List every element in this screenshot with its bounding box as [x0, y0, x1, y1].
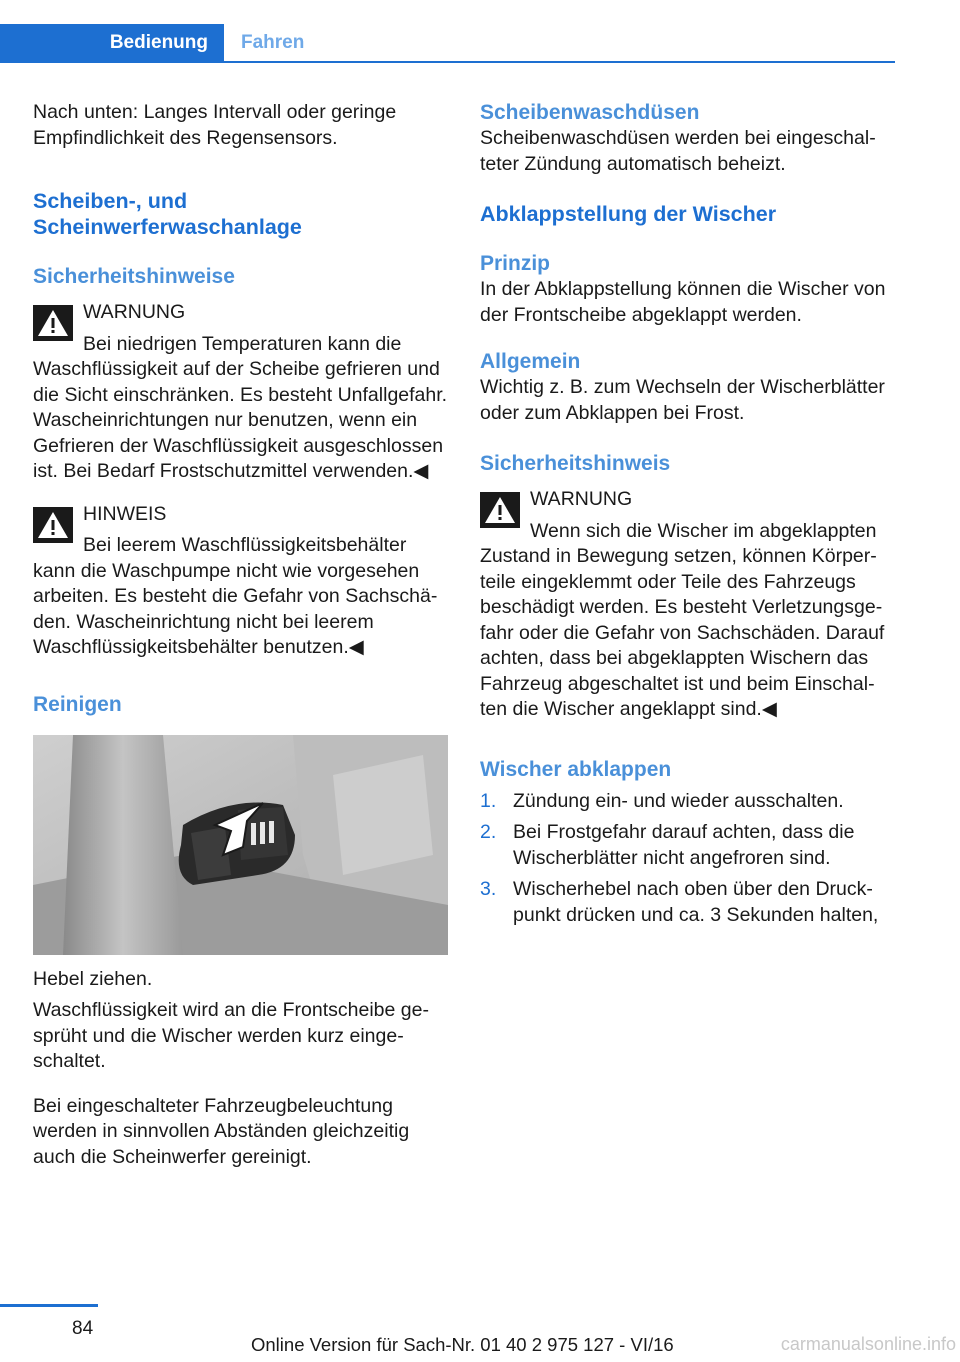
list-item [480, 820, 895, 871]
warning-text: Waschflüssigkeit auf der Scheibe gefrieren und die Sicht einschränken. Es besteht Unfallgefahr. Wascheinrichtungen nur benutzen, wenn ein Gefrieren der Waschflüssigkeit ausgeschlossen ist. Bei Bedarf Frostschutzmittel verwenden.◀ [33, 358, 448, 482]
heading-safety-notes: Sicherheitshinweise [33, 265, 235, 288]
notice-text: kann die Waschpumpe nicht wie vorgesehen arbeiten. Es besteht die Gefahr von Sachschäden. Wascheinrichtung nicht bei leerem Waschflüssigkeitsbehälter benutzen.◀ [33, 559, 438, 658]
list-item [480, 877, 895, 928]
nozzles-text: Scheibenwaschdüsen werden bei eingeschalteter Zündung automatisch beheizt. [480, 127, 876, 175]
watermark[interactable]: carmanualsonline.info [780, 1334, 956, 1354]
header-divider [0, 61, 895, 63]
warning-block-right [480, 487, 895, 723]
clean-step: Hebel ziehen. [33, 967, 153, 990]
heading-principle: Prinzip [480, 252, 551, 275]
right-column [480, 100, 895, 928]
left-column [33, 100, 448, 1170]
heading-nozzles: Scheibenwaschdüsen [480, 101, 700, 124]
heading-fold-wipers: Wischer abklappen [480, 757, 672, 781]
step-text: Bei Frostgefahr darauf achten, dass die Wischerblätter nicht angefroren sind. [513, 821, 855, 869]
clean-text-1: Waschflüssigkeit wird an die Frontscheibe gesprüht und die Wischer werden kurz eingeschaltet. [33, 999, 429, 1072]
step-text: Zündung ein- und wieder ausschalten. [513, 789, 844, 812]
notice-label: HINWEIS [83, 502, 167, 525]
clean-text-2: Bei eingeschalteter Fahrzeugbeleuchtung werden in sinnvollen Abständen gleichzeitig auch die Scheinwerfer gereinigt. [33, 1094, 410, 1168]
warning-label: WARNUNG [530, 488, 633, 510]
notice-block [33, 502, 448, 661]
step-number: 1. [480, 789, 497, 812]
heading-wash-system: Scheiben-, und Scheinwerferwaschanlage [33, 189, 302, 239]
step-number: 2. [480, 821, 497, 843]
tab-bedienung[interactable]: Bedienung [0, 24, 224, 62]
heading-fold-position: Abklappstellung der Wischer [480, 202, 777, 226]
warning-triangle-icon [33, 305, 73, 341]
warning-block [33, 300, 448, 485]
warning-text-first: Wenn sich die Wischer im abgeklappten [530, 519, 877, 542]
principle-text: In der Abklappstellung können die Wischer von der Frontscheibe abgeklappt werden. [480, 278, 886, 326]
steps-list [480, 789, 895, 929]
warning-label: WARNUNG [83, 301, 186, 323]
step-text: Wischerhebel nach oben über den Druckpunkt drücken und ca. 3 Sekunden halten, [513, 878, 879, 926]
notice-text-first: Bei leerem Waschflüssigkeitsbehälter [83, 534, 407, 556]
heading-general: Allgemein [480, 350, 581, 373]
notice-triangle-icon [33, 507, 73, 543]
page-number: 84 [72, 1318, 94, 1339]
general-text: Wichtig z. B. zum Wechseln der Wischerblätter oder zum Abklappen bei Frost. [480, 376, 885, 424]
step-number: 3. [480, 878, 497, 900]
intro-text: Nach unten: Langes Intervall oder geringe Empfindlichkeit des Regensensors. [33, 101, 397, 149]
online-version-note: Online Version für Sach-Nr. 01 40 2 975 127 - VI/16 [251, 1334, 674, 1355]
wiper-lever-photo [33, 735, 448, 955]
warning-text: Zustand in Bewegung setzen, können Körperteile eingeklemmt oder Teile des Fahrzeugs beschädigt werden. Es besteht Verletzungsgefahr oder die Gefahr von Sachschäden. Darauf achten, dass bei abgeklappten Wischern das Fahrzeug abgeschaltet ist und beim Einschalten die Wischer angeklappt sind.◀ [480, 545, 885, 720]
list-item [480, 789, 895, 815]
heading-safety-note: Sicherheitshinweis [480, 452, 671, 475]
warning-text-first: Bei niedrigen Temperaturen kann die [83, 332, 402, 355]
heading-cleaning: Reinigen [33, 692, 122, 716]
tab-fahren[interactable]: Fahren [241, 32, 305, 53]
warning-triangle-icon [480, 492, 520, 528]
footer-divider [0, 1304, 98, 1307]
